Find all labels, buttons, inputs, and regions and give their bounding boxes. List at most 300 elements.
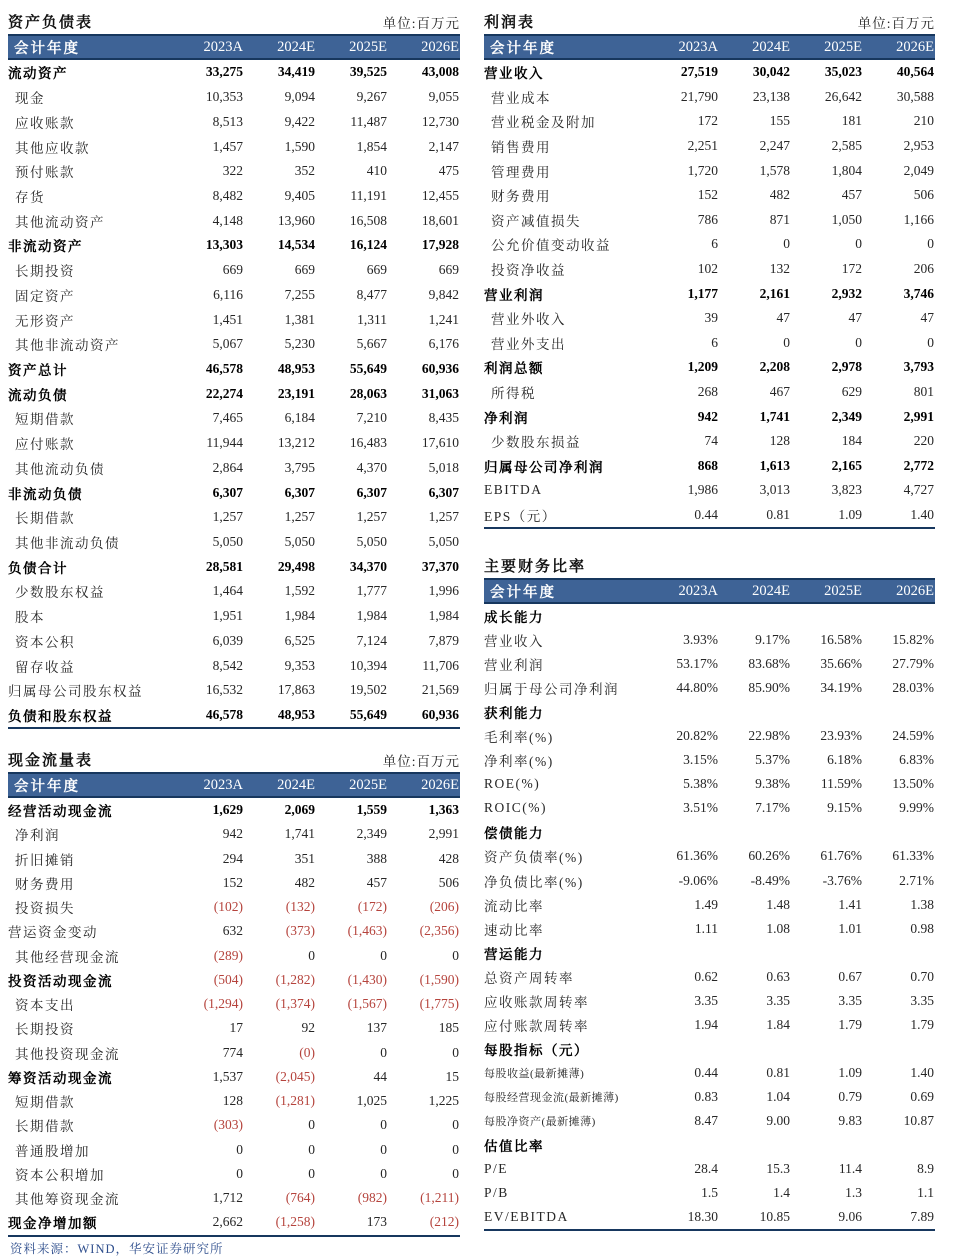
cell-value: 5,050 <box>284 534 315 550</box>
table-row <box>8 919 460 943</box>
table-row <box>8 85 460 110</box>
cell-value: 13,212 <box>277 435 315 451</box>
cell-value: 7,255 <box>284 286 315 302</box>
row-label: ROE(%) <box>484 776 541 792</box>
cell-value: 5,050 <box>212 534 243 550</box>
cell-value: 18,601 <box>421 212 459 228</box>
table-row <box>8 992 460 1016</box>
cell-value: 629 <box>841 384 862 400</box>
cell-value: 1,209 <box>687 359 718 375</box>
cell-value: 9.83 <box>838 1113 862 1128</box>
cell-value: 5.37% <box>755 752 790 768</box>
table-row <box>8 184 460 209</box>
cell-value: 1.09 <box>838 1064 862 1080</box>
table-row <box>484 355 935 380</box>
cell-value: 3.35 <box>766 992 790 1008</box>
cell-value: 942 <box>222 826 243 842</box>
year-column-header: 2025E <box>824 38 862 55</box>
row-label: 普通股增加 <box>15 1143 90 1159</box>
row-label: 财务费用 <box>491 189 551 205</box>
cell-value: 2,932 <box>831 285 862 301</box>
cell-value: 44.80% <box>676 680 718 696</box>
cell-value: 871 <box>769 211 790 227</box>
table-row <box>8 505 460 530</box>
cell-value: 9,094 <box>284 89 315 105</box>
table-row <box>484 772 935 796</box>
year-column-header: 2024E <box>277 38 315 55</box>
cell-value: 9,267 <box>356 89 387 105</box>
cell-value: (1,430) <box>347 971 387 987</box>
cell-value: 1.40 <box>910 1064 934 1080</box>
cell-value: 1.4 <box>773 1185 790 1201</box>
cell-value: 1.09 <box>838 506 862 522</box>
cell-value: 669 <box>294 262 315 278</box>
cell-value: 352 <box>294 163 315 179</box>
row-label: 其他流动负债 <box>15 461 105 477</box>
cell-value: 6 <box>711 236 718 252</box>
row-label: 净利润 <box>484 410 529 426</box>
row-label: 其他筹资现金流 <box>15 1192 120 1208</box>
row-label: 投资活动现金流 <box>8 973 113 989</box>
cell-value: 85.90% <box>748 680 790 696</box>
cell-value: 388 <box>366 850 387 866</box>
cell-value: 5,018 <box>428 459 459 475</box>
cell-value: (1,590) <box>419 971 459 987</box>
cell-value: 9.00 <box>766 1113 790 1128</box>
cell-value: 1.49 <box>694 896 718 912</box>
cell-value: 18.30 <box>687 1209 718 1225</box>
row-label: 长期投资 <box>15 264 75 280</box>
row-label: 投资损失 <box>15 901 75 917</box>
cell-value: 15 <box>445 1068 459 1084</box>
table-row <box>484 281 935 306</box>
row-label: 折旧摊销 <box>15 852 75 868</box>
cell-value: 11.59% <box>820 776 862 792</box>
row-label: 流动比率 <box>484 898 544 914</box>
cell-value: 128 <box>769 433 790 449</box>
table-row <box>484 1013 935 1037</box>
table-row <box>8 1138 460 1162</box>
cell-value: 16,124 <box>349 237 387 253</box>
table-row <box>8 134 460 159</box>
table-title: 现金流量表 <box>8 753 94 769</box>
cell-value: 7,210 <box>356 410 387 426</box>
cell-value: 3,013 <box>759 482 790 498</box>
cell-value: 1,986 <box>687 482 718 498</box>
table-row <box>484 820 935 844</box>
cell-value: 3,795 <box>284 459 315 475</box>
cell-value: 47 <box>848 310 862 326</box>
row-label: 现金净增加额 <box>8 1216 98 1232</box>
source-note: 资料来源：WIND，华安证券研究所 <box>10 1242 224 1256</box>
cell-value: 6,307 <box>428 484 459 500</box>
table-row <box>8 968 460 992</box>
table-header <box>8 772 460 798</box>
cell-value: 2,208 <box>759 359 790 375</box>
cell-value: 294 <box>222 850 243 866</box>
row-label: 营业税金及附加 <box>491 115 596 131</box>
cell-value: 2,991 <box>903 408 934 424</box>
cell-value: 1,590 <box>284 138 315 154</box>
cell-value: 43,008 <box>421 64 459 80</box>
table-title-row <box>8 746 460 770</box>
cell-value: 632 <box>222 923 243 939</box>
table-row <box>8 895 460 919</box>
cell-value: 26,642 <box>824 88 862 104</box>
table-header <box>484 578 935 604</box>
year-column-header: 2026E <box>421 38 459 55</box>
year-column-header: 2023A <box>203 776 243 793</box>
cell-value: 60,936 <box>421 707 459 723</box>
table-row <box>484 306 935 331</box>
cell-value: 428 <box>438 850 459 866</box>
cell-value: 351 <box>294 850 315 866</box>
table-row <box>484 1085 935 1109</box>
cell-value: 1,629 <box>212 802 243 818</box>
cell-value: 184 <box>841 433 862 449</box>
cell-value: 942 <box>697 408 718 424</box>
table-row <box>484 893 935 917</box>
table-row <box>8 579 460 604</box>
cell-value: 34,419 <box>277 64 315 80</box>
cell-value: 2,349 <box>831 408 862 424</box>
table-row <box>484 60 935 85</box>
cell-value: 21,790 <box>680 88 718 104</box>
cell-value: 9,842 <box>428 286 459 302</box>
cell-value: 10.85 <box>759 1209 790 1225</box>
table-row <box>484 134 935 159</box>
row-label: 偿债能力 <box>484 826 544 842</box>
cell-value: (2,356) <box>419 923 459 939</box>
row-label: 营运资金变动 <box>8 925 98 941</box>
table-row <box>484 1061 935 1085</box>
cell-value: 457 <box>841 187 862 203</box>
cell-value: 1.5 <box>701 1185 718 1201</box>
table-body <box>8 798 460 1237</box>
row-label: 每股经营现金流(最新摊薄) <box>484 1091 619 1104</box>
year-column-header: 2025E <box>349 38 387 55</box>
table-row <box>484 1037 935 1061</box>
cell-value: 482 <box>294 874 315 890</box>
cell-value: 1,854 <box>356 138 387 154</box>
cell-value: 2,069 <box>284 802 315 818</box>
cell-value: (982) <box>357 1190 387 1206</box>
cell-value: 9.99% <box>899 800 934 816</box>
row-label: 无形资产 <box>15 313 75 329</box>
table-title: 资产负债表 <box>8 15 94 31</box>
cell-value: 1,241 <box>428 311 459 327</box>
table-row <box>484 503 935 528</box>
header-row-label: 会计年度 <box>14 778 80 795</box>
table-row <box>8 554 460 579</box>
cell-value: 1,984 <box>356 608 387 624</box>
row-label: 其他经营现金流 <box>15 949 120 965</box>
row-label: 所得税 <box>491 386 536 402</box>
row-label: 速动比率 <box>484 922 544 938</box>
cell-value: 0.63 <box>766 968 790 984</box>
cell-value: -8.49% <box>750 872 790 888</box>
row-label: 现金 <box>15 91 45 107</box>
cell-value: 2,165 <box>831 457 862 473</box>
cell-value: 0 <box>855 334 862 350</box>
cell-value: 1.79 <box>910 1016 934 1032</box>
row-label: 财务费用 <box>15 876 75 892</box>
table-row <box>484 429 935 454</box>
table-row <box>8 332 460 357</box>
cell-value: 5,067 <box>212 336 243 352</box>
table-row <box>484 85 935 110</box>
row-label: 应付账款周转率 <box>484 1018 589 1034</box>
cell-value: 2,247 <box>759 138 790 154</box>
cell-value: 1.94 <box>694 1016 718 1032</box>
cell-value: 0 <box>927 236 934 252</box>
cell-value: (764) <box>285 1190 315 1206</box>
row-label: 净利润 <box>15 828 60 844</box>
row-label: 营业收入 <box>484 634 544 650</box>
cell-value: 0 <box>308 1117 315 1133</box>
cell-value: 0 <box>783 334 790 350</box>
cell-value: 5,050 <box>428 534 459 550</box>
cell-value: 669 <box>366 262 387 278</box>
cell-value: 10.87 <box>903 1113 934 1128</box>
cell-value: 53.17% <box>676 656 718 672</box>
cell-value: 0 <box>452 1141 459 1157</box>
cell-value: 9,353 <box>284 657 315 673</box>
financial-ratios-table <box>484 554 935 1231</box>
cell-value: (1,775) <box>419 996 459 1012</box>
row-label: 流动资产 <box>8 66 68 82</box>
table-row <box>484 724 935 748</box>
cell-value: 155 <box>769 113 790 129</box>
cell-value: 0.98 <box>910 920 934 936</box>
table-row <box>484 676 935 700</box>
cell-value: 2,049 <box>903 162 934 178</box>
cell-value: 181 <box>841 113 862 129</box>
cell-value: 23.93% <box>820 728 862 744</box>
table-row <box>484 1109 935 1133</box>
cell-value: 22.98% <box>748 728 790 744</box>
balance-sheet-table <box>8 8 460 729</box>
cell-value: 16,483 <box>349 435 387 451</box>
table-row <box>8 1041 460 1065</box>
cell-value: 1,537 <box>212 1068 243 1084</box>
table-row <box>8 109 460 134</box>
cell-value: 1,613 <box>759 457 790 473</box>
table-row <box>8 480 460 505</box>
cell-value: 37,370 <box>421 558 459 574</box>
cell-value: 482 <box>769 187 790 203</box>
cell-value: 2.71% <box>899 872 934 888</box>
cell-value: 2,953 <box>903 138 934 154</box>
cell-value: 0 <box>380 947 387 963</box>
row-label: 归属母公司净利润 <box>484 459 604 475</box>
cell-value: 23,191 <box>277 385 315 401</box>
cell-value: 0 <box>308 1165 315 1181</box>
table-row <box>8 456 460 481</box>
cell-value: 2,585 <box>831 138 862 154</box>
table-row <box>484 331 935 356</box>
cell-value: 24.59% <box>892 728 934 744</box>
row-label: 每股指标（元） <box>484 1042 589 1058</box>
year-column-header: 2024E <box>752 582 790 599</box>
table-row <box>484 652 935 676</box>
cell-value: 3.35 <box>910 992 934 1008</box>
cell-value: 1,311 <box>357 311 387 327</box>
cell-value: 7,124 <box>356 632 387 648</box>
cell-value: 0 <box>927 334 934 350</box>
table-row <box>8 1065 460 1089</box>
cell-value: 44 <box>373 1068 387 1084</box>
cell-value: (303) <box>213 1117 243 1133</box>
cell-value: 1,177 <box>687 285 718 301</box>
cell-value: 4,727 <box>903 482 934 498</box>
cell-value: 0 <box>380 1117 387 1133</box>
row-label: 营业收入 <box>484 66 544 82</box>
cell-value: 6.83% <box>899 752 934 768</box>
cell-value: 0 <box>308 1141 315 1157</box>
cell-value: 55,649 <box>349 360 387 376</box>
cell-value: 27,519 <box>680 64 718 80</box>
row-label: 其他应收款 <box>15 140 90 156</box>
cell-value: (1,282) <box>275 971 315 987</box>
cell-value: 61.33% <box>892 848 934 864</box>
cell-value: 2,991 <box>428 826 459 842</box>
cell-value: 27.79% <box>892 656 934 672</box>
row-label: 营业利润 <box>484 287 544 303</box>
table-row <box>484 183 935 208</box>
cell-value: 48,953 <box>277 360 315 376</box>
cell-value: -9.06% <box>678 872 718 888</box>
table-row <box>8 604 460 629</box>
cell-value: 9,422 <box>284 113 315 129</box>
cell-value: 1,559 <box>356 802 387 818</box>
row-label: 投资净收益 <box>491 263 566 279</box>
row-label: 少数股东损益 <box>491 435 581 451</box>
cell-value: 39 <box>704 310 718 326</box>
cell-value: 6 <box>711 334 718 350</box>
table-title-row <box>484 8 935 32</box>
cell-value: 506 <box>438 874 459 890</box>
cell-value: 28,581 <box>205 558 243 574</box>
cell-value: 1,951 <box>212 608 243 624</box>
cell-value: 1.3 <box>845 1185 862 1201</box>
cell-value: 1,712 <box>212 1190 243 1206</box>
cell-value: 39,525 <box>349 64 387 80</box>
cell-value: 1.40 <box>910 506 934 522</box>
table-row <box>8 1089 460 1113</box>
row-label: 预付账款 <box>15 165 75 181</box>
cell-value: 2,864 <box>212 459 243 475</box>
cell-value: 3,793 <box>903 359 934 375</box>
table-row <box>484 869 935 893</box>
cell-value: (206) <box>429 899 459 915</box>
cell-value: 206 <box>913 261 934 277</box>
table-row <box>8 307 460 332</box>
row-label: 非流动负债 <box>8 486 83 502</box>
cell-value: 34.19% <box>820 680 862 696</box>
table-row <box>484 989 935 1013</box>
row-label: 资本公积 <box>15 634 75 650</box>
cell-value: 8,513 <box>212 113 243 129</box>
cell-value: 16,532 <box>205 682 243 698</box>
cell-value: 8.47 <box>694 1113 718 1128</box>
table-row <box>8 822 460 846</box>
header-row-label: 会计年度 <box>490 40 556 57</box>
cell-value: 1.48 <box>766 896 790 912</box>
table-row <box>484 844 935 868</box>
cell-value: 0.81 <box>766 1064 790 1080</box>
row-label: 长期投资 <box>15 1022 75 1038</box>
cell-value: 0.62 <box>694 968 718 984</box>
cell-value: 6,307 <box>356 484 387 500</box>
table-header <box>484 34 935 60</box>
cell-value: 30,042 <box>752 64 790 80</box>
cell-value: 11.4 <box>838 1161 862 1177</box>
cell-value: (373) <box>285 923 315 939</box>
cell-value: 1,984 <box>428 608 459 624</box>
cell-value: 31,063 <box>421 385 459 401</box>
year-column-header: 2026E <box>421 776 459 793</box>
cell-value: 3.35 <box>694 992 718 1008</box>
cell-value: 10,394 <box>349 657 387 673</box>
cell-value: 7.17% <box>755 800 790 816</box>
cell-value: 2,349 <box>356 826 387 842</box>
table-row <box>484 380 935 405</box>
cell-value: 172 <box>841 261 862 277</box>
table-row <box>8 798 460 822</box>
row-label: 营运能力 <box>484 946 544 962</box>
row-label: P/E <box>484 1161 509 1177</box>
cell-value: 1,363 <box>428 802 459 818</box>
cell-value: 2,662 <box>212 1214 243 1230</box>
cell-value: 2,978 <box>831 359 862 375</box>
cell-value: 173 <box>366 1214 387 1230</box>
year-column-header: 2023A <box>203 38 243 55</box>
table-row <box>8 1210 460 1234</box>
cell-value: 17 <box>229 1020 243 1036</box>
cell-value: 1.38 <box>910 896 934 912</box>
year-column-header: 2023A <box>678 582 718 599</box>
cell-value: (1,258) <box>275 1214 315 1230</box>
row-label: 其他投资现金流 <box>15 1046 120 1062</box>
cell-value: 172 <box>697 113 718 129</box>
cell-value: 0 <box>236 1141 243 1157</box>
cell-value: 137 <box>366 1020 387 1036</box>
cell-value: 322 <box>222 163 243 179</box>
cell-value: 6,039 <box>212 632 243 648</box>
year-column-header: 2025E <box>824 582 862 599</box>
cell-value: 410 <box>366 163 387 179</box>
table-title-row <box>8 8 460 32</box>
year-column-header: 2025E <box>349 776 387 793</box>
table-row <box>484 796 935 820</box>
cell-value: 28.4 <box>694 1161 718 1177</box>
cell-value: 6,307 <box>284 484 315 500</box>
cell-value: 11,487 <box>350 113 387 129</box>
cell-value: 1,984 <box>284 608 315 624</box>
table-row <box>484 604 935 628</box>
cell-value: -3.76% <box>822 872 862 888</box>
cell-value: 8.9 <box>917 1161 934 1177</box>
cell-value: (1,294) <box>203 996 243 1012</box>
row-label: 应收账款周转率 <box>484 994 589 1010</box>
row-label: 资产负债率(%) <box>484 850 584 866</box>
cell-value: 22,274 <box>205 385 243 401</box>
row-label: 估值比率 <box>484 1139 544 1155</box>
cell-value: 4,148 <box>212 212 243 228</box>
cell-value: 1,381 <box>284 311 315 327</box>
row-label: P/B <box>484 1185 509 1201</box>
